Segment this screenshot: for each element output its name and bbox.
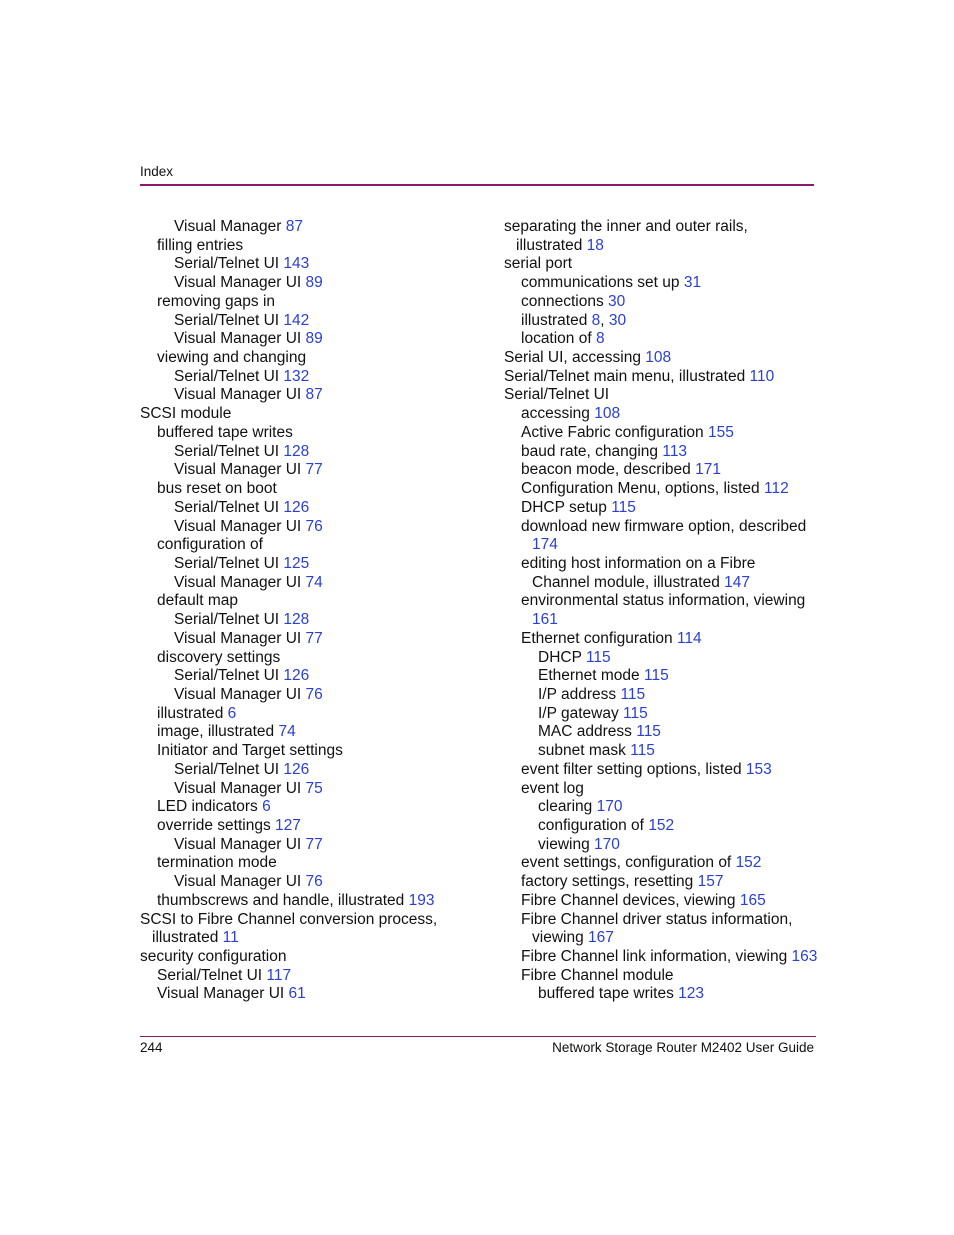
index-term: Serial/Telnet UI [157,966,263,984]
index-term: illustrated [521,311,588,329]
index-entry [504,218,816,255]
index-term: Serial/Telnet UI [174,498,280,516]
index-term: Visual Manager UI [157,985,285,1003]
index-term: Visual Manager UI [174,873,302,891]
page-link[interactable]: 114 [676,629,702,647]
index-term: clearing [538,798,593,816]
index-term: subnet mask [538,742,626,760]
index-term: viewing [538,835,590,853]
index-term: illustrated [157,704,224,722]
index-entry [504,255,816,274]
index-entry [140,985,480,1004]
index-term: Fibre Channel module [521,966,674,984]
page-link[interactable]: 112 [763,480,789,498]
index-entry [140,386,480,405]
page-link[interactable]: 76 [305,685,323,703]
page-link[interactable]: 157 [697,873,724,891]
page-link[interactable]: 74 [278,723,296,741]
index-term: Serial/Telnet UI [174,760,280,778]
index-term: Serial/Telnet UI [174,667,280,685]
index-entry [140,892,480,911]
index-entry [504,630,816,649]
index-entry [140,218,480,237]
index-entry [504,330,816,349]
index-term: Visual Manager UI [174,685,302,703]
index-term: DHCP setup [521,498,607,516]
page-link[interactable]: 87 [305,386,323,404]
index-entry [140,817,480,836]
index-term: event filter setting options, listed [521,760,742,778]
index-entry [140,611,480,630]
page-link[interactable]: 30 [608,292,626,310]
index-term: editing host information on a Fibre Channel module, illustrated [521,554,756,591]
page-link[interactable]: 115 [620,685,646,703]
footer-rule [140,1036,816,1037]
page-link[interactable]: 115 [644,667,669,685]
index-entry [140,461,480,480]
index-term: Visual Manager UI [174,274,302,292]
page-link[interactable]: 147 [724,573,751,591]
page-link[interactable]: 74 [305,573,323,591]
index-term: Configuration Menu, options, listed [521,480,760,498]
page-link[interactable]: 108 [594,405,621,423]
page-link[interactable]: 193 [408,891,435,909]
index-term: separating the inner and outer rails, illustrated [504,218,748,254]
index-term: Visual Manager UI [174,835,302,853]
index-term: I/P address [538,685,617,703]
page-link[interactable]: 77 [305,835,323,853]
index-entry [140,555,480,574]
index-entry [140,836,480,855]
index-entry [504,424,816,443]
index-term: image, illustrated [157,723,275,741]
index-entry [504,555,816,592]
index-entry [504,780,816,799]
index-entry [140,312,480,331]
index-entry [504,368,816,387]
index-entry [140,237,480,256]
index-term: DHCP [538,648,582,666]
index-entry [504,499,816,518]
page-link[interactable]: 126 [283,760,310,778]
page-link[interactable]: 87 [285,218,303,235]
index-entry [140,480,480,499]
index-term: termination mode [157,854,277,872]
index-entry [140,948,480,967]
index-entry [140,854,480,873]
page-link[interactable]: 11 [222,929,239,947]
page-link[interactable]: 110 [749,367,775,385]
page-link[interactable]: 167 [588,929,614,947]
index-term: serial port [504,255,573,273]
index-term: buffered tape writes [157,423,293,441]
page-link[interactable]: 115 [623,704,648,722]
page-link[interactable]: 6 [227,704,237,722]
index-entry [504,461,816,480]
page-link[interactable]: 127 [275,817,301,834]
index-term: Fibre Channel devices, viewing [521,891,736,909]
index-entry [140,274,480,293]
index-entry [504,948,816,967]
index-entry [140,911,480,948]
index-entry [504,761,816,780]
index-entry [504,443,816,462]
page-link[interactable]: 115 [585,648,611,666]
page-link[interactable]: 89 [305,330,323,348]
index-entry [140,686,480,705]
page-link[interactable]: 152 [735,854,762,872]
index-entry [140,536,480,555]
index-term: configuration of [538,817,644,834]
index-entry [140,761,480,780]
page-link[interactable]: 31 [683,274,702,292]
index-entry [140,873,480,892]
index-term: Serial/Telnet UI [174,255,280,273]
page-link[interactable]: 165 [739,891,766,909]
index-entry [140,780,480,799]
index-entry [504,892,816,911]
page-link[interactable]: 77 [305,629,323,647]
page-link[interactable]: 155 [707,423,734,441]
index-entry [504,911,816,948]
index-entry [504,742,816,761]
index-term: Fibre Channel link information, viewing [521,948,788,966]
document-title: Network Storage Router M2402 User Guide [552,1040,814,1055]
index-term: buffered tape writes [538,985,674,1003]
index-entry [140,742,480,761]
index-term: Serial/Telnet UI [174,311,280,329]
index-term: Visual Manager UI [174,461,302,479]
index-column-left [140,218,480,1004]
index-term: communications set up [521,274,680,292]
page-link[interactable]: 8 [595,330,605,348]
index-term: Visual Manager UI [174,386,302,404]
index-entry [504,592,816,629]
index-entry [504,518,816,555]
page-link[interactable]: 115 [630,742,655,760]
index-term: Visual Manager UI [174,330,302,348]
page-link[interactable]: 75 [305,779,323,797]
page-link[interactable]: 30 [608,311,627,329]
index-entry [504,293,816,312]
index-entry [504,649,816,668]
page-link[interactable]: 143 [283,255,310,273]
index-entry [140,330,480,349]
page-number: 244 [140,1040,163,1055]
page-link[interactable]: 142 [283,311,310,329]
index-term: Serial/Telnet UI [174,554,280,572]
index-term: configuration of [157,536,263,554]
index-entry [140,293,480,312]
index-entry [504,686,816,705]
page-link[interactable]: 161 [532,611,558,629]
index-entry [140,967,480,986]
page-link[interactable]: 76 [305,517,323,535]
index-term: default map [157,592,238,610]
index-term: discovery settings [157,648,281,666]
index-entry [504,705,816,724]
index-entry [140,649,480,668]
index-entry [140,630,480,649]
page-link[interactable]: 174 [532,536,558,554]
page-link[interactable]: 89 [305,274,323,292]
index-entry [504,480,816,499]
header-rule [140,184,814,186]
index-entry [140,424,480,443]
index-entry [504,985,816,1004]
index-term: Fibre Channel driver status information, viewing [521,910,793,947]
page-link[interactable]: 163 [791,948,818,966]
index-entry [140,255,480,274]
index-term: connections [521,292,604,310]
index-term: event log [521,779,584,797]
index-entry [504,817,816,836]
page-link[interactable]: 171 [695,461,721,479]
index-entry [140,405,480,424]
index-term: LED indicators [157,798,258,816]
page-link[interactable]: 126 [283,667,310,685]
page-link[interactable]: 132 [283,367,310,385]
index-term: filling entries [157,236,244,254]
page-link[interactable]: 8 [591,311,601,329]
index-term: override settings [157,817,271,834]
index-term: SCSI to Fibre Channel conversion process, illustrated [140,910,438,947]
page-link[interactable]: 115 [611,498,636,516]
index-entry [504,349,816,368]
index-term: thumbscrews and handle, illustrated [157,891,405,909]
index-entry [140,592,480,611]
index-term: Visual Manager UI [174,573,302,591]
index-term: event settings, configuration of [521,854,732,872]
index-entry: illustrated 8, 30 [521,311,627,329]
page-link[interactable]: 125 [283,554,310,572]
index-entry [504,405,816,424]
index-term: MAC address [538,723,632,741]
index-term: Active Fabric configuration [521,423,704,441]
page-link[interactable]: 76 [305,873,323,891]
index-entry [504,798,816,817]
index-term: Visual Manager [174,218,282,235]
index-entry [504,723,816,742]
index-term: Serial/Telnet UI [504,386,610,404]
index-entry [140,349,480,368]
index-term: Visual Manager UI [174,779,302,797]
page-link[interactable]: 152 [648,817,675,834]
index-entry [504,873,816,892]
page-link[interactable]: 115 [636,723,661,741]
index-entry [504,854,816,873]
index-term: Serial/Telnet main menu, illustrated [504,367,746,385]
index-entry [140,574,480,593]
page-link[interactable]: 170 [594,835,620,853]
index-entry [504,667,816,686]
index-entry [140,705,480,724]
page-link[interactable]: 61 [288,985,306,1003]
index-entry [140,798,480,817]
index-term: bus reset on boot [157,480,277,498]
index-entry [140,368,480,387]
index-term: Serial/Telnet UI [174,367,280,385]
index-term: location of [521,330,592,348]
page-link[interactable]: 117 [266,966,292,984]
index-entry [140,499,480,518]
page-link[interactable]: 123 [678,985,705,1003]
page-link[interactable]: 77 [305,461,323,479]
index-term: factory settings, resetting [521,873,694,891]
index-term: environmental status information, viewing [521,592,806,610]
page-link[interactable]: 18 [586,236,604,254]
page-link[interactable]: 128 [283,611,310,629]
index-term: Visual Manager UI [174,629,302,647]
index-entry [140,518,480,537]
index-entry [140,667,480,686]
page-link[interactable]: 113 [662,442,688,460]
page-link[interactable]: 128 [283,442,310,460]
index-term: Initiator and Target settings [157,742,343,760]
page-link[interactable]: 126 [283,498,310,516]
index-term: Visual Manager UI [174,517,302,535]
index-term: Serial UI, accessing [504,349,641,367]
index-term: removing gaps in [157,292,276,310]
index-column-right [504,218,816,1004]
index-term: viewing and changing [157,349,307,367]
index-entry [504,836,816,855]
index-term: Serial/Telnet UI [174,442,280,460]
index-term: accessing [521,405,590,423]
index-entry [140,723,480,742]
index-term: I/P gateway [538,704,619,722]
page-link[interactable]: 153 [745,760,772,778]
index-term: SCSI module [140,405,232,423]
index-term: security configuration [140,948,287,966]
index-term: Ethernet mode [538,667,640,685]
index-entry [504,386,816,405]
index-entry [504,967,816,986]
page-link[interactable]: 6 [262,798,271,816]
page-link[interactable]: 108 [645,349,672,367]
index-term: Serial/Telnet UI [174,611,280,629]
index-term: download new firmware option, described [521,517,807,535]
index-entry [140,443,480,462]
index-term: beacon mode, described [521,461,691,479]
index-term: baud rate, changing [521,442,659,460]
page-link[interactable]: 170 [596,798,623,816]
index-term: Ethernet configuration [521,629,673,647]
header-label: Index [140,164,174,179]
index-entry [504,274,816,293]
